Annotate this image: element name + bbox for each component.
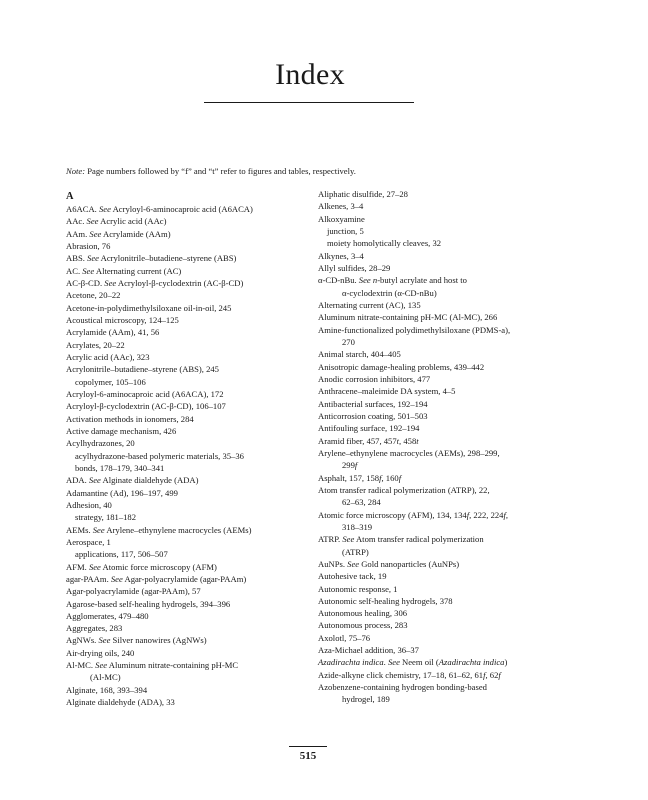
page-number: 515 <box>299 750 317 762</box>
entry-text: Autohesive tack, 19 <box>318 571 387 582</box>
entry-text: Autonomic response, 1 <box>318 583 398 594</box>
index-entry <box>66 326 316 338</box>
entry-text: , 160 <box>381 472 399 483</box>
entry-text: Aluminum nitrate-containing pH-MC <box>107 660 239 671</box>
entry-text: Air-drying oils, 240 <box>66 647 135 658</box>
entry-text: Axolotl, 75–76 <box>318 632 371 643</box>
right-entries <box>318 188 594 706</box>
entry-text: Allyl sulfides, 28–29 <box>318 262 391 273</box>
index-entry <box>318 213 594 225</box>
index-entry <box>318 188 594 200</box>
entry-text: ATRP. <box>318 534 343 545</box>
entry-text: Acetone, 20–22 <box>66 290 121 301</box>
entry-text: Anthracene–maleimide DA system, 4–5 <box>318 386 456 397</box>
entry-text: 299 <box>342 460 355 471</box>
index-entry <box>66 499 316 511</box>
index-entry <box>66 548 316 560</box>
entry-text: Azadirachta indica <box>438 657 505 668</box>
entry-text: Acryloyl-β-cyclodextrin (AC-β-CD), 106–107 <box>66 401 226 412</box>
entry-text: ) <box>504 657 508 668</box>
index-entry <box>66 314 316 326</box>
index-entry <box>318 496 594 508</box>
index-entry <box>318 398 594 410</box>
entry-text: Autonomous process, 283 <box>318 620 408 631</box>
entry-text: Active damage mechanism, 426 <box>66 425 177 436</box>
entry-text: See <box>110 573 123 584</box>
entry-text: Atom transfer radical polymerization (ATRP), 22, <box>318 484 490 495</box>
entry-text: Alkenes, 3–4 <box>318 201 364 212</box>
entry-text: Atomic force microscopy (AFM) <box>100 561 217 572</box>
entry-text: ABS. <box>66 253 88 264</box>
entry-text: Acrylamide (AAm) <box>101 228 171 239</box>
entry-text: Alginate dialdehyde (ADA), 33 <box>66 697 175 708</box>
entry-text: Acryloyl-6-aminocaproic acid (A6ACA), 172 <box>66 388 224 399</box>
index-entry <box>318 410 594 422</box>
entry-text: 318–319 <box>342 521 373 532</box>
entry-text: See <box>87 253 99 264</box>
index-entry <box>66 573 316 585</box>
entry-text: Animal starch, 404–405 <box>318 349 401 360</box>
entry-text: t <box>416 435 419 446</box>
index-entry <box>318 274 594 286</box>
index-entry <box>66 425 316 437</box>
entry-text: Azobenzene-containing hydrogen bonding-based <box>318 682 487 693</box>
index-entry <box>66 598 316 610</box>
footer-rule <box>289 746 327 747</box>
entry-text: Aluminum nitrate-containing pH-MC (Al-MC), 266 <box>318 312 498 323</box>
entry-text: See <box>89 228 102 239</box>
index-entry <box>318 533 594 545</box>
entry-text: A6ACA. <box>66 204 99 214</box>
note-text: Page numbers followed by “f” and “t” refer to figures and tables, respectively. <box>85 166 356 176</box>
index-entry <box>66 462 316 474</box>
index-entry <box>318 385 594 397</box>
index-entry <box>318 262 594 274</box>
index-entry <box>66 351 316 363</box>
entry-text: Autonomous healing, 306 <box>318 608 408 619</box>
entry-text: Activation methods in ionomers, 284 <box>66 413 194 424</box>
entry-text: Adhesion, 40 <box>66 499 112 510</box>
entry-text: Acetone-in-polydimethylsiloxane oil-in-oil, 245 <box>66 302 232 313</box>
entry-text: f <box>379 472 382 483</box>
entry-text: Al-MC. <box>66 660 96 671</box>
index-entry <box>318 619 594 631</box>
index-entry <box>66 363 316 375</box>
index-entry <box>66 413 316 425</box>
entry-text: hydrogel, 189 <box>342 694 390 705</box>
index-entry <box>318 644 594 656</box>
entry-text: Aggregates, 283 <box>66 623 123 634</box>
entry-text: See <box>88 475 101 486</box>
index-entry <box>318 373 594 385</box>
index-entry <box>66 302 316 314</box>
index-entry <box>318 509 594 521</box>
entry-text: See <box>104 277 117 288</box>
index-entry <box>318 583 594 595</box>
index-entry <box>318 237 594 249</box>
entry-text: Alginate, 168, 393–394 <box>66 684 148 695</box>
index-entry <box>66 277 316 289</box>
entry-text: -butyl acrylate and host to <box>377 275 467 286</box>
section-letter: A <box>66 191 74 202</box>
index-entry <box>66 252 316 264</box>
entry-text: agar-PAAm. <box>66 573 111 584</box>
index-entry <box>318 435 594 447</box>
index-entry <box>318 558 594 570</box>
index-note <box>66 166 586 176</box>
index-entry <box>66 561 316 573</box>
index-entry <box>66 265 316 277</box>
entry-text: Arylene–ethynylene macrocycles (AEMs), 298–299, <box>318 447 500 458</box>
index-entry <box>318 348 594 360</box>
entry-text: Agar-polyacrylamide (agar-PAAm) <box>122 573 247 584</box>
entry-text: bonds, 178–179, 340–341 <box>75 462 165 473</box>
index-entry <box>318 299 594 311</box>
index-entry <box>66 289 316 301</box>
entry-text: See <box>387 657 400 668</box>
entry-text: 62–63, 284 <box>342 497 381 508</box>
index-entry <box>318 250 594 262</box>
entry-text: moiety homolytically cleaves, 32 <box>327 238 442 249</box>
index-entry <box>318 361 594 373</box>
index-entry <box>318 484 594 496</box>
index-entry <box>318 693 594 705</box>
index-entry <box>66 388 316 400</box>
index-column-left <box>66 188 316 708</box>
index-entry <box>66 400 316 412</box>
index-entry <box>66 228 316 240</box>
index-entry <box>318 200 594 212</box>
entry-text: (Al-MC) <box>90 672 121 683</box>
index-entry <box>66 215 316 227</box>
entry-text: Aliphatic disulfide, 27–28 <box>318 189 408 199</box>
entry-text: Silver nanowires (AgNWs) <box>110 635 207 646</box>
entry-text: , 458 <box>399 435 417 446</box>
entry-text: Alternating current (AC) <box>94 265 182 276</box>
entry-text: AAm. <box>66 228 90 239</box>
index-entry <box>66 450 316 462</box>
index-entry <box>66 671 316 683</box>
entry-text: Acrylic acid (AAc), 323 <box>66 351 150 362</box>
entry-text: Alkoxyamine <box>318 213 365 224</box>
entry-text: f <box>483 669 486 680</box>
index-entry <box>66 622 316 634</box>
index-entry <box>318 447 594 459</box>
entry-text: applications, 117, 506–507 <box>75 549 168 560</box>
index-entry <box>318 324 594 336</box>
entry-text: AuNPs. <box>318 558 348 569</box>
entry-text: AAc. <box>66 216 87 227</box>
note-label: Note: <box>66 166 86 176</box>
entry-text: 270 <box>342 336 355 347</box>
index-entry <box>318 225 594 237</box>
entry-text: See <box>88 561 101 572</box>
entry-text: Aerospace, 1 <box>66 536 111 547</box>
index-entry <box>66 585 316 597</box>
index-entry <box>318 546 594 558</box>
entry-text: Abrasion, 76 <box>66 240 111 251</box>
entry-text: Anisotropic damage-healing problems, 439–442 <box>318 361 485 372</box>
entry-text: (ATRP) <box>342 546 369 557</box>
index-entry <box>318 669 594 681</box>
entry-text: Neem oil ( <box>399 657 439 668</box>
entry-text: Acrylates, 20–22 <box>66 339 125 350</box>
entry-text: Atom transfer radical polymerization <box>354 534 484 545</box>
entry-text: Acryloyl-β-cyclodextrin (AC-β-CD) <box>116 277 244 288</box>
entry-text: t <box>396 435 400 446</box>
entry-text: See <box>98 635 111 646</box>
index-entry <box>66 696 316 708</box>
entry-text: Atomic force microscopy (AFM), 134, 134 <box>318 509 467 520</box>
entry-text: Agar-polyacrylamide (agar-PAAm), 57 <box>66 586 201 597</box>
index-entry <box>318 311 594 323</box>
entry-text: See <box>347 558 360 569</box>
index-entry <box>66 203 316 215</box>
entry-text: f <box>398 472 402 483</box>
entry-text: Acryloyl-6-aminocaproic acid (A6ACA) <box>110 204 253 214</box>
entry-text: Arylene–ethynylene macrocycles (AEMs) <box>104 524 252 535</box>
entry-text: Aramid fiber, 457, 457 <box>318 435 397 446</box>
index-entry <box>66 659 316 671</box>
page-title: Index <box>275 58 345 91</box>
entry-text: Azadirachta indica <box>318 657 384 668</box>
index-entry <box>318 521 594 533</box>
entry-text: , 62 <box>485 669 499 680</box>
entry-text: Anodic corrosion inhibitors, 477 <box>318 373 431 384</box>
index-entry <box>66 474 316 486</box>
entry-text: Antibacterial surfaces, 192–194 <box>318 398 428 409</box>
title-rule <box>204 102 414 103</box>
index-entry <box>66 536 316 548</box>
entry-text: Acrylonitrile–butadiene–styrene (ABS) <box>98 253 237 264</box>
entry-text: See <box>342 534 355 545</box>
index-entry <box>318 607 594 619</box>
entry-text: See <box>98 204 111 214</box>
entry-text: See <box>95 660 108 671</box>
index-entry <box>66 684 316 696</box>
entry-text: See <box>86 216 99 227</box>
entry-text: acylhydrazone-based polymeric materials, 35–36 <box>75 450 244 461</box>
entry-text: See <box>92 524 105 535</box>
entry-text: f <box>354 460 358 471</box>
index-entry <box>318 459 594 471</box>
entry-text: Gold nanoparticles (AuNPs) <box>359 558 460 569</box>
entry-text: Acrylonitrile–butadiene–styrene (ABS), 245 <box>66 364 219 375</box>
entry-text: Azide-alkyne click chemistry, 17–18, 61–62, 61 <box>318 669 484 680</box>
entry-text: Antifouling surface, 192–194 <box>318 423 420 434</box>
entry-text: Acoustical microscopy, 124–125 <box>66 314 179 325</box>
index-entry <box>66 511 316 523</box>
entry-text: Autonomic self-healing hydrogels, 378 <box>318 595 453 606</box>
entry-text: Alternating current (AC), 135 <box>318 299 421 310</box>
entry-text: AFM. <box>66 561 89 572</box>
index-entry <box>66 240 316 252</box>
entry-text: . <box>383 657 388 668</box>
entry-text: f <box>503 509 506 520</box>
entry-text: Acrylic acid (AAc) <box>98 216 167 227</box>
left-entries <box>66 203 316 708</box>
entry-text: Acrylamide (AAm), 41, 56 <box>66 327 160 338</box>
index-entry <box>66 376 316 388</box>
entry-text: Agglomerates, 479–480 <box>66 610 149 621</box>
entry-text: , <box>505 509 509 520</box>
index-entry <box>318 595 594 607</box>
index-entry <box>318 287 594 299</box>
entry-text: strategy, 181–182 <box>75 512 137 523</box>
entry-text: AC. <box>66 265 83 276</box>
entry-text: Amine-functionalized polydimethylsiloxane (PDMS-a), <box>318 324 511 335</box>
index-entry <box>318 422 594 434</box>
entry-text: Agarose-based self-healing hydrogels, 394–396 <box>66 598 231 609</box>
entry-text: , 222, 224 <box>469 509 504 520</box>
entry-text: copolymer, 105–106 <box>75 376 146 387</box>
index-entry <box>66 487 316 499</box>
index-entry <box>318 336 594 348</box>
entry-text: junction, 5 <box>327 225 364 236</box>
index-entry <box>66 524 316 536</box>
entry-text: AC-β-CD. <box>66 277 105 288</box>
entry-text: See <box>82 265 95 276</box>
index-entry <box>318 632 594 644</box>
index-entry <box>318 570 594 582</box>
index-entry <box>318 681 594 693</box>
entry-text: α-CD-nBu. <box>318 275 359 286</box>
entry-text: See <box>358 275 371 286</box>
index-entry <box>318 472 594 484</box>
index-entry <box>66 339 316 351</box>
entry-text: Alginate dialdehyde (ADA) <box>100 475 199 486</box>
index-entry <box>318 656 594 668</box>
entry-text: ADA. <box>66 475 89 486</box>
index-entry <box>66 634 316 646</box>
index-entry <box>66 437 316 449</box>
entry-text: Anticorrosion coating, 501–503 <box>318 410 428 421</box>
entry-text: Adamantine (Ad), 196–197, 499 <box>66 487 178 498</box>
index-entry <box>66 610 316 622</box>
entry-text: f <box>466 509 470 520</box>
entry-text: AEMs. <box>66 524 93 535</box>
index-entry <box>66 647 316 659</box>
index-column-right <box>318 188 594 706</box>
entry-text: n <box>372 275 378 286</box>
entry-text: Aza-Michael addition, 36–37 <box>318 645 419 656</box>
entry-text: AgNWs. <box>66 635 99 646</box>
entry-text: f <box>498 669 501 680</box>
entry-text: Alkynes, 3–4 <box>318 250 364 261</box>
entry-text: Acylhydrazones, 20 <box>66 438 135 449</box>
entry-text: Asphalt, 157, 158 <box>318 472 380 483</box>
entry-text: α-cyclodextrin (α-CD-nBu) <box>342 287 437 298</box>
